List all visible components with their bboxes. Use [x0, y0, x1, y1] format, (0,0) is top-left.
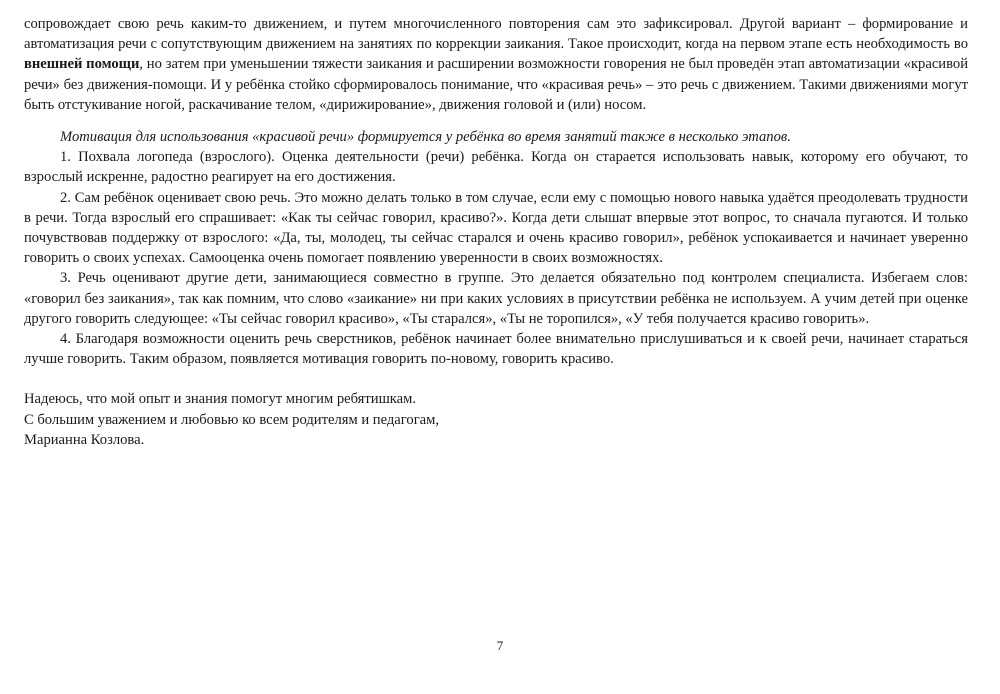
intro-text-part1: сопровождает свою речь каким-то движением, и путем многочисленного повторения сам это зафиксировал. Другой вариант – формирование и автоматизация речи с сопутствующим движением на занятиях по коррекции заикания. Такое происходит, когда на первом этапе есть необходимость во: [24, 16, 968, 53]
intro-bold-phrase: внешней помощи: [24, 56, 140, 73]
motivation-heading: Мотивация для использования «красивой речи» формируется у ребёнка во время занятий также в несколько этапов.: [60, 129, 791, 146]
step-3: 3. Речь оценивают другие дети, занимающиеся совместно в группе. Это делается обязательно под контролем специалиста. Избегаем слов: «говорил без заикания», так как помним, что слово «заикание» ни при каких условиях в присутствии ребёнка не используем. А учим детей при оценке другого говорить следующее: «Ты сейчас говорил красиво», «Ты старался», «Ты не торопился», «У тебя получается красиво говорить».: [24, 270, 968, 327]
page-number: 7: [496, 638, 504, 653]
intro-text-part2: , но затем при уменьшении тяжести заикания и расширении возможности говорения не был проведён этап автоматизации «красивой речи» без движения-помощи. И у ребёнка стойко сформировалось понимание, что «красивая речь» – это речь с движением. Такими движениями могут быть отстукивание ногой, раскачивание телом, «дирижирование», движения головой и (или) носом.: [24, 56, 969, 113]
closing-signature: [24, 389, 968, 450]
document-page: [24, 14, 968, 450]
intro-paragraph: [24, 14, 968, 115]
step-1: 1. Похвала логопеда (взрослого). Оценка деятельности (речи) ребёнка. Когда он старается использовать навык, которому его обучают, то взрослый искренне, радостно реагирует на его достижения.: [24, 149, 968, 186]
author-name: Марианна Козлова.: [24, 431, 145, 448]
step-4: 4. Благодаря возможности оценить речь сверстников, ребёнок начинает более внимательно прислушиваться и к своей речи, начинает стараться лучше говорить. Таким образом, появляется мотивация говорить по-новому, говорить красиво.: [24, 331, 968, 368]
step-2: 2. Сам ребёнок оценивает свою речь. Это можно делать только в том случае, если ему с помощью нового навыка удаётся преодолевать трудности в речи. Тогда взрослый его спрашивает: «Как ты сейчас говорил, красиво?». Когда дети слышат впервые этот вопрос, то сначала пугаются. И только почувствовав поддержку от взрослого: «Да, ты, молодец, ты сейчас старался и очень красиво говорил», ребёнок успокаивается и начинает уверенно говорить о своих успехах. Самооценка очень помогает появлению уверенности в своих возможностях.: [24, 189, 968, 267]
closing-line-1: Надеюсь, что мой опыт и знания помогут многим ребятишкам.: [24, 391, 417, 408]
closing-line-2: С большим уважением и любовью ко всем родителям и педагогам,: [24, 411, 440, 428]
